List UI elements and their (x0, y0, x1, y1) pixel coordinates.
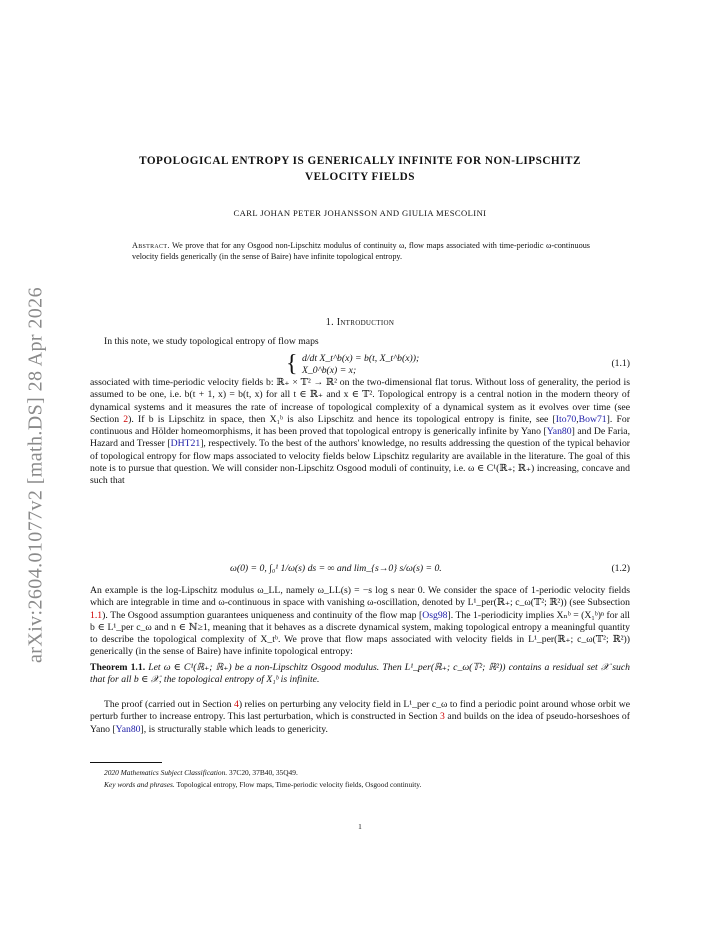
paragraph-1-text-e: ], respectively. To the best of the authors' knowledge, no results addressing the question of the typical behavior of topological entropy for flow maps associated to velocity fields below Lipschitz regularity are available in the literature. The goal of this note is to pursue that question. We will consider non-Lipschitz Osgood moduli of continuity, i.e. ω ∈ C¹(ℝ₊; ℝ₊) increasing, concave and such that (90, 438, 631, 487)
title-line-2: VELOCITY FIELDS (305, 171, 415, 183)
footnote-msc-text: 37C20, 37B40, 35Q49. (227, 768, 298, 777)
equation-1-1 (90, 352, 630, 376)
author-list: CARL JOHAN PETER JOHANSSON AND GIULIA MESCOLINI (233, 208, 487, 218)
link-section-3[interactable]: 3 (439, 711, 445, 723)
citation-osg98[interactable]: Osg98 (422, 609, 448, 621)
footnote-keywords-label: Key words and phrases. (104, 780, 175, 789)
equation-brace: { (286, 351, 298, 377)
footnote-keywords-text: Topological entropy, Flow maps, Time-periodic velocity fields, Osgood continuity. (174, 780, 422, 789)
theorem-statement: Let ω ∈ C¹(ℝ₊; ℝ₊) be a non-Lipschitz Osgood modulus. Then L¹_per(ℝ₊; c_ω(𝕋²; ℝ²)) contains a residual set 𝒳 such that for all b ∈ 𝒳, the topological entropy of X₁ᵇ is infinite. (90, 662, 630, 686)
theorem-heading: Theorem 1.1. (90, 662, 146, 673)
equation-1-2 (90, 558, 630, 582)
paragraph-3-text-a: The proof (carried out in Section (104, 699, 234, 710)
equation-1-2-body: ω(0) = 0, ∫₀¹ 1/ω(s) ds = ∞ and lim_{s→0} s/ω(s) = 0. (230, 563, 442, 574)
arxiv-watermark: arXiv:2604.01077v2 [math.DS] 28 Apr 2026 (24, 287, 47, 663)
paragraph-1-text-d: ] and De Faria, Hazard and Tresser [ (90, 426, 630, 450)
paragraph-2-text-a: An example is the log-Lipschitz modulus ω_LL, namely ω_LL(s) = −s log s near 0. We consider the space of 1-periodic velocity fields which are integrable in time and ω-continuous in space with vanishing ω-oscillation, denoted by L¹_per(ℝ₊; c_ω(𝕋²; ℝ²)) (see Subsection (90, 585, 630, 609)
citation-yan80-second[interactable]: Yan80 (115, 723, 141, 735)
paragraph-1-text-b: ). If b is Lipschitz in space, then X₁ᵇ is also Lipschitz and hence its topological entropy is finite, see [ (128, 413, 556, 425)
intro-sentence: In this note, we study topological entropy of flow maps (104, 336, 319, 347)
citation-dht21[interactable]: DHT21 (170, 438, 201, 450)
page-number: 1 (358, 822, 362, 831)
paragraph-3 (90, 699, 630, 736)
link-subsection-1-1[interactable]: 1.1 (90, 609, 103, 621)
paragraph-1-comma: , (576, 413, 579, 425)
link-section-4[interactable]: 4 (233, 699, 239, 710)
paragraph-1-text-c: ]. For continuous and Hölder homeomorphisms, it has been proved that topological entropy is generically infinite by Yano [ (90, 413, 630, 438)
link-section-2[interactable]: 2 (123, 413, 129, 425)
paragraph-1-text-a: associated with time-periodic velocity fields b: ℝ₊ × 𝕋² → ℝ² on the two-dimensional flat torus. Without loss of generality, the period is assumed to be one, i.e. b(t + 1, x) = b(t, x) for all t ∈ ℝ₊ and x ∈ 𝕋². Topological entropy is a central notion in the modern theory of dynamical systems and it measures the rate of increase of topological complexity of a dynamical system as it evolves over time (see Section (90, 377, 630, 425)
equation-number-1-2: (1.2) (611, 563, 630, 574)
equation-number-1-1: (1.1) (611, 358, 630, 369)
citation-bow71[interactable]: Bow71 (578, 413, 607, 425)
equation-1-1-line-1: d/dt X_t^b(x) = b(t, X_t^b(x)); (302, 353, 420, 364)
abstract (132, 240, 590, 262)
footnote-msc (104, 767, 624, 778)
paragraph-3-text-b: ) relies on perturbing any velocity field in L¹_per c_ω to find a periodic point around whose orbit we perturb further to increase entropy. This last perturbation, which is constructed in Section (90, 699, 630, 723)
paper-title (90, 153, 630, 185)
theorem-1-1 (90, 662, 630, 687)
section-heading-introduction: 1. Introduction (325, 317, 395, 328)
footnote-msc-label: 2020 Mathematics Subject Classification. (104, 768, 228, 777)
paragraph-2-text-b: ). The Osgood assumption guarantees uniqueness and continuity of the flow map [ (102, 609, 423, 621)
equation-1-1-line-2: X_0^b(x) = x; (302, 365, 357, 376)
citation-yan80[interactable]: Yan80 (546, 426, 572, 438)
abstract-label: Abstract. (132, 241, 170, 250)
paragraph-2 (90, 585, 630, 659)
citation-ito70[interactable]: Ito70 (555, 413, 577, 425)
footnote-keywords (104, 779, 624, 790)
paragraph-2-text-c: ]. The 1-periodicity implies Xₙᵇ = (X₁ᵇ)ⁿ for all b ∈ L¹_per c_ω and n ∈ ℕ≥1, meaning that it behaves as a discrete dynamical system, making topological entropy a meaningful quantity to describe the topological complexity of X_tᵇ. We prove that flow maps associated with velocity fields in L¹_per(ℝ₊; c_ω(𝕋²; ℝ²)) generically (in the sense of Baire) have infinite topological entropy: (90, 609, 630, 658)
paragraph-3-text-d: ], is structurally stable which leads to genericity. (140, 723, 328, 735)
footnote-divider (90, 762, 162, 763)
abstract-text: We prove that for any Osgood non-Lipschitz modulus of continuity ω, flow maps associated with time-periodic ω-continuous velocity fields generically (in the sense of Baire) have infinite topological entropy. (132, 241, 590, 262)
paragraph-1 (90, 377, 630, 488)
paragraph-3-text-c: and builds on the idea of pseudo-horseshoes of Yano [ (90, 711, 630, 735)
title-line-1: TOPOLOGICAL ENTROPY IS GENERICALLY INFINITE FOR NON-LIPSCHITZ (139, 155, 581, 167)
